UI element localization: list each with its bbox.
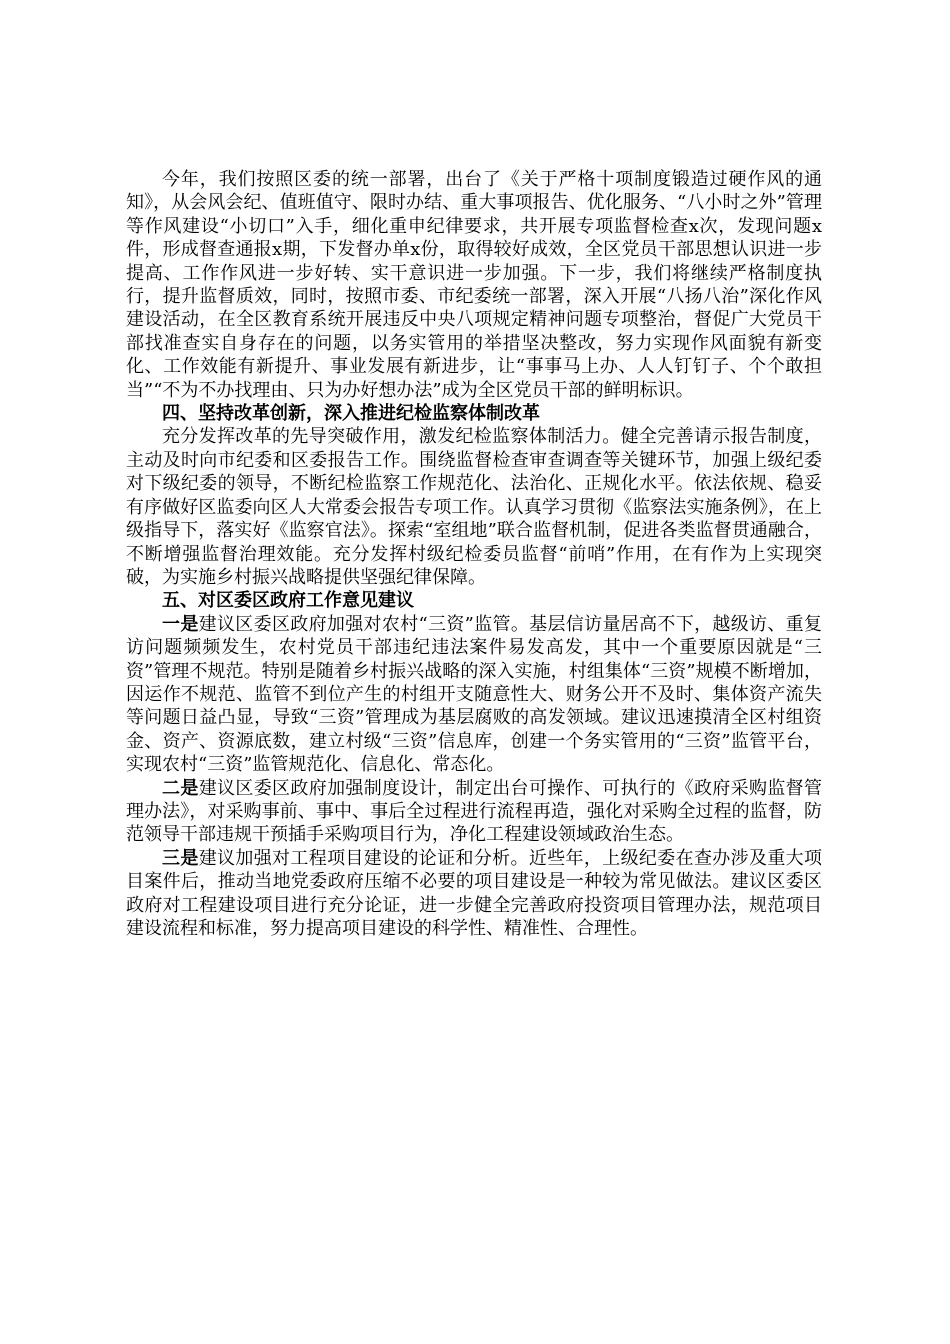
- suggestion-item-2-lead: 二是: [162, 777, 199, 799]
- document-body: [126, 168, 822, 940]
- suggestion-item-1: [126, 613, 822, 777]
- suggestion-item-2-text: 建议区委区政府加强制度设计，制定出台可操作、可执行的《政府采购监督管理办法》，对采购事前、事中、事后全过程进行流程再造，强化对采购全过程的监督，防范领导干部违规干预插手采购项目行为，净化工程建设领域政治生态。: [126, 777, 822, 846]
- suggestion-item-3-text: 建议加强对工程项目建设的论证和分析。近些年，上级纪委在查办涉及重大项目案件后，推动当地党委政府压缩不必要的项目建设是一种较为常见做法。建议区委区政府对工程建设项目进行充分论证，进一步健全完善政府投资项目管理办法，规范项目建设流程和标准，努力提高项目建设的科学性、精准性、合理性。: [126, 847, 822, 939]
- section-heading-reform: 四、坚持改革创新，深入推进纪检监察体制改革: [162, 403, 540, 425]
- paragraph-work-style: 今年，我们按照区委的统一部署，出台了《关于严格十项制度锻造过硬作风的通知》，从会风会纪、值班值守、限时办结、重大事项报告、优化服务、“八小时之外”管理等作风建设“小切口”入手，细化重申纪律要求，共开展专项监督检查x次，发现问题x件，形成督查通报x期，下发督办单x份，取得较好成效，全区党员干部思想认识进一步提高、工作作风进一步好转、实干意识进一步加强。下一步，我们将继续严格制度执行，提升监督质效，同时，按照市委、市纪委统一部署，深入开展“八扬八治”深化作风建设活动，在全区教育系统开展违反中央八项规定精神问题专项整治，督促广大党员干部找准查实自身存在的问题，以务实管用的举措坚决整改，努力实现作风面貌有新变化、工作效能有新提升、事业发展有新进步，让“事事马上办、人人钉钉子、个个敢担当”“不为不办找理由、只为办好想办法”成为全区党员干部的鲜明标识。: [126, 169, 822, 401]
- suggestion-item-1-lead: 一是: [162, 613, 199, 635]
- suggestion-item-3-lead: 三是: [162, 847, 199, 869]
- suggestion-item-1-text: 建议区委区政府加强对农村“三资”监管。基层信访量居高不下，越级访、重复访问题频频发生，农村党员干部违纪违法案件易发高发，其中一个重要原因就是“三资”管理不规范。特别是随着乡村振兴战略的深入实施，村组集体“三资”规模不断增加，因运作不规范、监管不到位产生的村组开支随意性大、财务公开不及时、集体资产流失等问题日益凸显，导致“三资”管理成为基层腐败的高发领域。建议迅速摸清全区村组资金、资产、资源底数，建立村级“三资”信息库，创建一个务实管用的“三资”监管平台，实现农村“三资”监管规范化、信息化、常态化。: [126, 613, 823, 776]
- paragraph-reform: 充分发挥改革的先导突破作用，激发纪检监察体制活力。健全完善请示报告制度，主动及时向市纪委和区委报告工作。围绕监督检查审查调查等关键环节，加强上级纪委对下级纪委的领导，不断纪检监察工作规范化、法治化、正规化水平。依法依规、稳妥有序做好区监委向区人大常委会报告专项工作。认真学习贯彻《监察法实施条例》，在上级指导下，落实好《监察官法》。探索“室组地”联合监督机制，促进各类监督贯通融合，不断增强监督治理效能。充分发挥村级纪检委员监督“前哨”作用，在有作为上实现突破，为实施乡村振兴战略提供坚强纪律保障。: [126, 426, 822, 588]
- suggestion-item-3: [126, 847, 822, 941]
- section-heading-suggestions: 五、对区委区政府工作意见建议: [162, 590, 414, 612]
- suggestion-item-2: [126, 777, 822, 847]
